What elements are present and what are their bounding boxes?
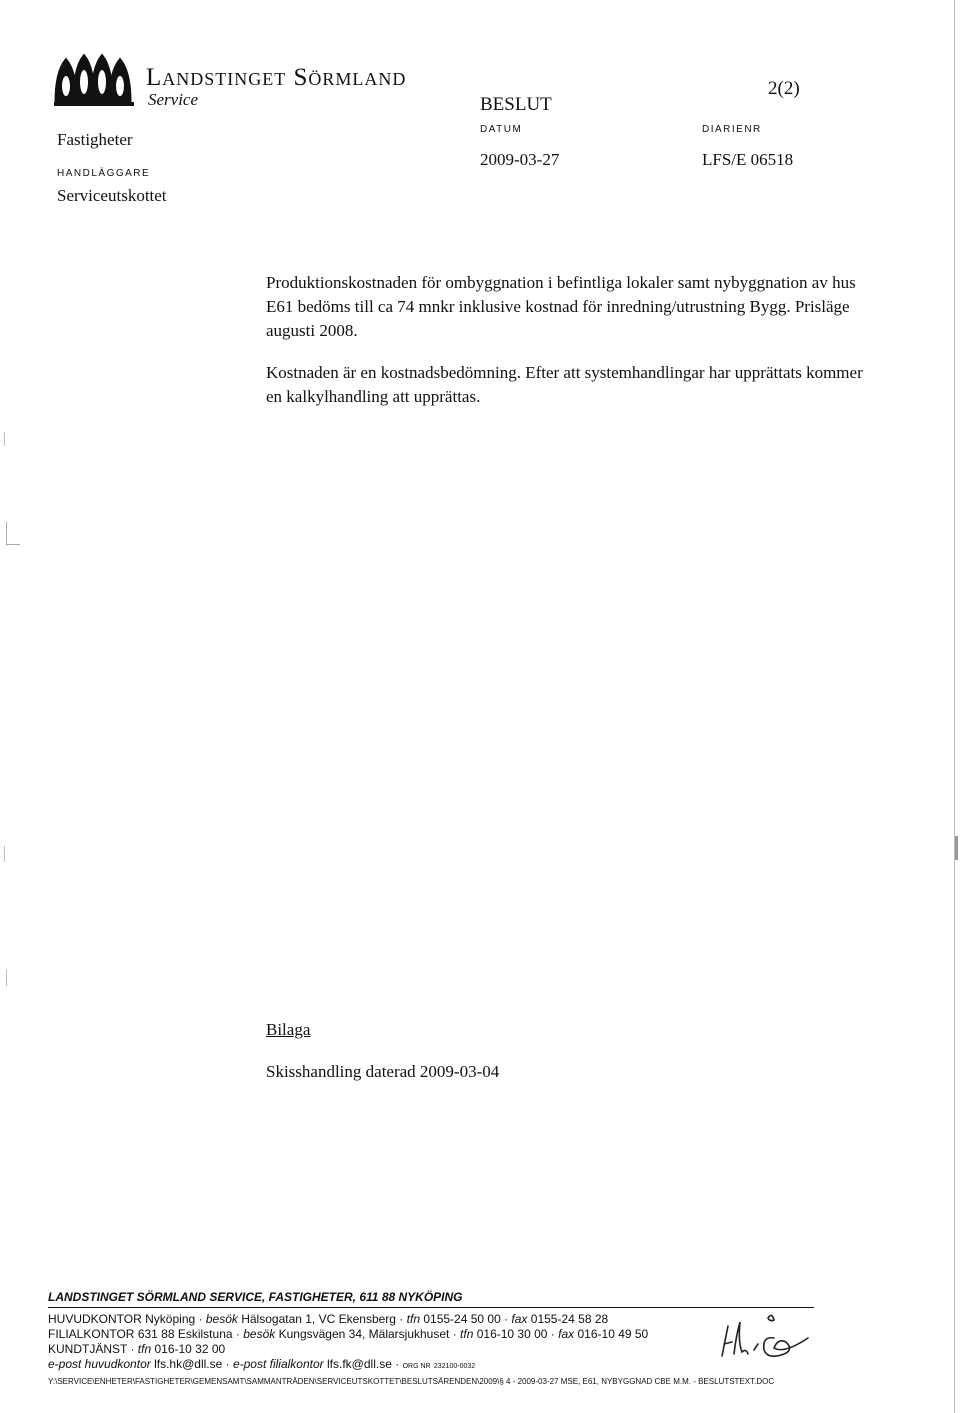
org-number-label: ORG NR xyxy=(402,1363,431,1370)
head-office-city: Nyköping xyxy=(145,1312,196,1326)
branch-office-label: FILIALKONTOR xyxy=(48,1327,135,1341)
footer-head-office-line: HUVUDKONTOR Nyköping · besök Hälsogatan 1, VC Ekensberg · tfn 0155-24 50 00 · fax 0155-24 58 28 xyxy=(48,1312,609,1326)
email-hk-label: e-post huvudkontor xyxy=(48,1357,151,1371)
page-number: 2(2) xyxy=(768,78,800,99)
date-label: DATUM xyxy=(480,124,523,135)
estimate-paragraph: Kostnaden är en kostnadsbedömning. Efter att systemhandlingar har upprättats kommer en kalkylhandling att upprättas. xyxy=(266,363,863,406)
attachment-heading: Bilaga xyxy=(266,1020,311,1039)
email-hk[interactable]: lfs.hk@dll.se xyxy=(154,1357,223,1371)
footer-customer-service-line: KUNDTJÄNST · tfn 016-10 32 00 xyxy=(48,1342,226,1356)
head-office-phone: 0155-24 50 00 xyxy=(423,1312,501,1326)
visit-label: besök xyxy=(243,1327,276,1341)
attachment-item: Skisshandling daterad 2009-03-04 xyxy=(266,1062,500,1081)
scan-artifact xyxy=(4,846,5,862)
scan-artifact xyxy=(4,432,5,446)
email-fk[interactable]: lfs.fk@dll.se xyxy=(327,1357,392,1371)
signature-initials-icon xyxy=(712,1308,822,1366)
fax-label: fax xyxy=(558,1327,575,1341)
phone-label: tfn xyxy=(137,1342,152,1356)
document-type: BESLUT xyxy=(480,94,552,115)
department: Fastigheter xyxy=(57,130,133,149)
cost-paragraph: Produktionskostnaden för ombyggnation i befintliga lokaler samt nybyggnation av hus E61 bedöms till ca 74 mnkr inklusive kostnad för inredning/utrustning Bygg. Prisläge augusti 2008. xyxy=(266,273,856,340)
head-office-fax: 0155-24 58 28 xyxy=(530,1312,609,1326)
branch-office-fax: 016-10 49 50 xyxy=(577,1327,649,1341)
head-office-label: HUVUDKONTOR xyxy=(48,1312,142,1326)
scan-artifact xyxy=(6,544,20,545)
visit-label: besök xyxy=(205,1312,238,1326)
organization-name: Landstinget Sörmland xyxy=(146,64,407,91)
footer-title: LANDSTINGET SÖRMLAND SERVICE, FASTIGHETER, 611 88 NYKÖPING xyxy=(48,1290,463,1304)
scan-artifact xyxy=(954,0,955,1413)
fax-label: fax xyxy=(511,1312,528,1326)
footer-email-line: e-post huvudkontor lfs.hk@dll.se · e-post filialkontor lfs.fk@dll.se · ORG NR 232100-0032 xyxy=(48,1357,476,1371)
branch-office-city: 631 88 Eskilstuna xyxy=(137,1327,233,1341)
scan-artifact xyxy=(6,522,7,546)
footer-file-path: Y:\SERVICE\ENHETER\FASTIGHETER\GEMENSAMT\SAMMANTRÄDEN\SERVICEUTSKOTTET\BESLUTSÄRENDEN\2009\§ 4 - 2009-03-27 MSE, E61, NYBYGGNAD CBE M.M. - BESLUTSTEXT.DOC xyxy=(48,1377,775,1386)
customer-service-label: KUNDTJÄNST xyxy=(48,1342,128,1356)
organization-subtitle: Service xyxy=(148,90,199,109)
diary-number-value: LFS/E 06518 xyxy=(702,150,794,169)
scan-artifact xyxy=(6,970,7,986)
org-number: 232100-0032 xyxy=(433,1363,476,1370)
phone-label: tfn xyxy=(460,1327,474,1341)
scan-artifact xyxy=(955,836,958,860)
customer-service-phone: 016-10 32 00 xyxy=(154,1342,226,1356)
branch-office-address: Kungsvägen 34, Mälarsjukhuset xyxy=(278,1327,450,1341)
email-fk-label: e-post filialkontor xyxy=(232,1357,324,1371)
handlaggare-label: HANDLÄGGARE xyxy=(57,168,151,179)
handlaggare-value: Serviceutskottet xyxy=(57,186,167,205)
head-office-address: Hälsogatan 1, VC Ekensberg xyxy=(241,1312,396,1326)
footer-branch-office-line: FILIALKONTOR 631 88 Eskilstuna · besök Kungsvägen 34, Mälarsjukhuset · tfn 016-10 30 00 · fax 016-10 49 50 xyxy=(48,1327,649,1341)
date-value: 2009-03-27 xyxy=(480,150,560,169)
phone-label: tfn xyxy=(406,1312,420,1326)
diary-number-label: DIARIENR xyxy=(702,124,762,135)
footer-divider xyxy=(48,1307,814,1308)
branch-office-phone: 016-10 30 00 xyxy=(476,1327,548,1341)
landsting-logo-icon xyxy=(52,52,136,108)
